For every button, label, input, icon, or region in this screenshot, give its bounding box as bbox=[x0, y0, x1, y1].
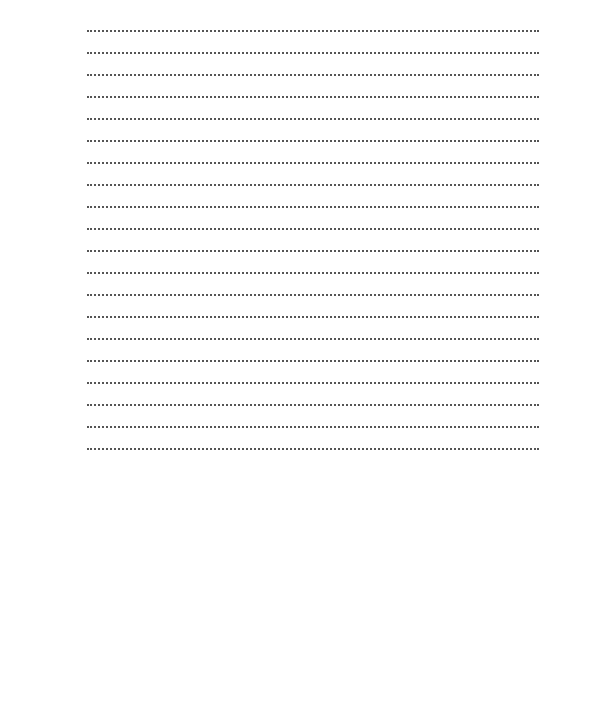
toc-entry-44 bbox=[85, 344, 556, 366]
dot-leader bbox=[87, 381, 539, 384]
toc-entry-33 bbox=[85, 102, 556, 124]
toc-entry-36 bbox=[85, 168, 556, 190]
dot-leader bbox=[87, 227, 539, 230]
dot-leader bbox=[87, 403, 539, 406]
toc-entry-38 bbox=[85, 212, 556, 234]
toc-entry-34 bbox=[85, 124, 556, 146]
toc-entry-35 bbox=[85, 146, 556, 168]
toc-entry-47 bbox=[85, 410, 556, 432]
toc-entry-29 bbox=[85, 14, 556, 36]
toc-entry-43 bbox=[85, 322, 556, 344]
toc-entry-46 bbox=[85, 388, 556, 410]
dot-leader bbox=[87, 183, 539, 186]
dot-leader bbox=[87, 447, 539, 450]
dot-leader bbox=[87, 337, 539, 340]
dot-leader bbox=[87, 95, 539, 98]
chapter-leader-line-2 bbox=[85, 464, 556, 484]
toc-entry-42 bbox=[85, 300, 556, 322]
dot-leader bbox=[87, 359, 539, 362]
toc-entry-40 bbox=[85, 256, 556, 278]
toc-entry-32 bbox=[85, 80, 556, 102]
toc-entry-41 bbox=[85, 278, 556, 300]
toc-entry-37 bbox=[85, 190, 556, 212]
toc-entry-39 bbox=[85, 234, 556, 256]
dot-leader bbox=[87, 161, 539, 164]
dot-leader bbox=[87, 117, 539, 120]
dot-leader bbox=[87, 425, 539, 428]
toc-entry-45 bbox=[85, 366, 556, 388]
dot-leader bbox=[87, 29, 539, 32]
dot-leader bbox=[87, 315, 539, 318]
dot-leader bbox=[87, 51, 539, 54]
dot-leader bbox=[87, 205, 539, 208]
dot-leader bbox=[87, 139, 539, 142]
toc-entry-30 bbox=[85, 36, 556, 58]
toc-entry-48 bbox=[85, 432, 556, 454]
dot-leader bbox=[87, 293, 539, 296]
dot-leader bbox=[87, 271, 539, 274]
toc-entry-31 bbox=[85, 58, 556, 80]
dot-leader bbox=[87, 249, 539, 252]
dot-leader bbox=[87, 73, 539, 76]
